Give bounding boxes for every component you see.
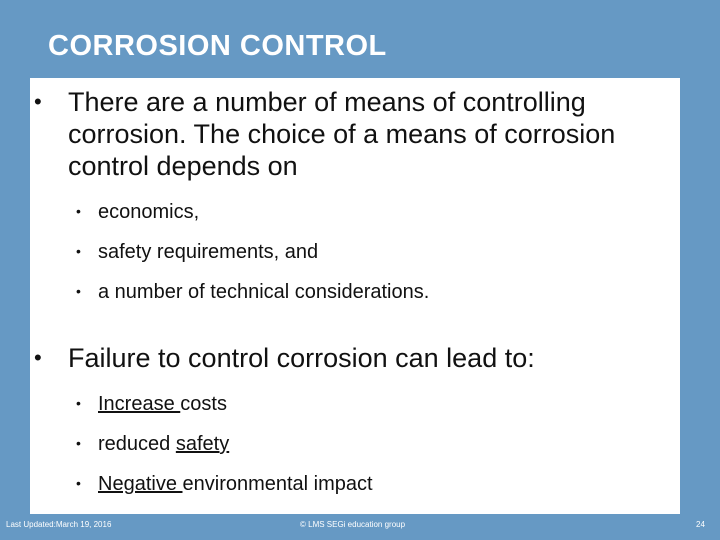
bullet-text: • Failure to control corrosion can lead to: <box>68 343 535 373</box>
sub-bullet-technical-considerations <box>64 280 630 304</box>
sub-bullet-text: a number of technical considerations. <box>98 281 430 303</box>
sub-bullet-safety-requirements <box>64 240 630 264</box>
content-box <box>30 78 680 514</box>
bullet-list <box>30 86 650 182</box>
sub-bullet-text: safety requirements, and <box>98 241 319 263</box>
footer-copyright: © LMS SEGi education group <box>300 520 406 529</box>
sub-bullet-increase-costs <box>64 392 630 416</box>
sub-bullet-economics <box>64 200 630 224</box>
sub-bullet-negative-impact <box>64 472 630 496</box>
slide-title: CORROSION CONTROL <box>48 30 387 62</box>
footer-last-updated: Last Updated:March 19, 2016 <box>6 520 112 529</box>
sub-bullet-text: environmental impact <box>182 473 373 495</box>
underlined-text: safety <box>175 433 230 455</box>
sub-bullet-reduced-safety <box>64 432 630 456</box>
bullet-means-of-control <box>34 86 650 182</box>
underlined-text: Increase <box>98 393 181 415</box>
bullet-list-2 <box>30 342 650 374</box>
sub-bullet-text: reduced <box>98 433 176 455</box>
bullet-text: • There are a number of means of controlling corrosion. The choice of a means of corrosion control depends on <box>68 87 616 181</box>
sub-bullet-list-2 <box>30 392 630 496</box>
sub-bullet-text: costs <box>180 393 227 415</box>
underlined-text: Negative <box>98 473 183 495</box>
footer-page-number: 24 <box>696 520 705 529</box>
bullet-failure-to-control <box>34 342 650 374</box>
sub-bullet-list-1 <box>30 200 630 304</box>
sub-bullet-text: economics, <box>98 201 200 223</box>
